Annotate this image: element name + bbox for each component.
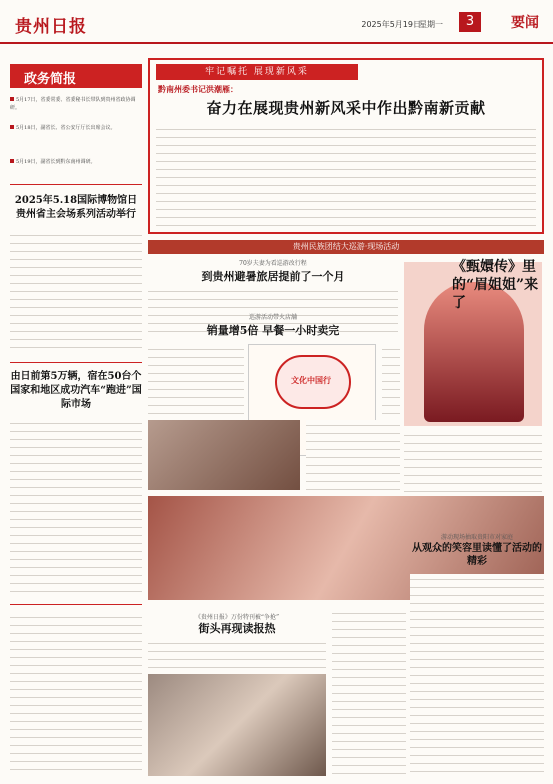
article-headline: 街头再现读报热 [198,622,276,635]
brief-item [10,124,142,132]
issue-date: 2025年5月19日 [361,20,421,29]
brief-text: 5月17日，省委常委、省委秘书长带队到贵州省政协调研。 [10,97,136,111]
article-kicker: 巡游活动带火店舖 [248,314,297,321]
lead-body [156,124,536,230]
article-body [10,230,142,354]
article-body [382,344,400,418]
article-headline: 销量增5倍 早餐一小时卖完 [206,324,340,337]
article-headline: 2025年5.18国际博物馆日贵州省主会场系列活动举行 [14,195,138,220]
article-body [410,574,544,776]
lead-story [148,58,544,234]
divider [10,362,142,363]
section-banner: 贵州民族团结大巡游·现场活动 [148,240,544,254]
article-body [148,344,244,418]
bullet-icon [10,97,14,101]
lead-kicker: 牢记嘱托 展现新风采 [156,64,358,80]
divider [10,184,142,185]
left-column [10,64,142,776]
page-number: 3 [459,12,481,32]
brief-header-label: 政务简报 [24,72,77,87]
brief-text: 5月18日，副省长、省公安厅厅长出席会议。 [16,125,116,131]
divider [10,604,142,605]
issue-weekday: 星期一 [419,20,443,29]
article-body [148,638,326,670]
masthead [0,0,553,44]
lead-subtitle: 黔南州委书记洪潮雁： [158,84,238,94]
parade-photo [148,420,300,490]
lead-headline: 奋力在展现贵州新风采中作出黔南新贡献 [206,99,486,117]
article-body [332,608,406,776]
section-title: 要闻 [511,15,539,31]
article-kicker: 游动现场抽取贵阳市对家庭 [440,534,513,541]
article-body [306,420,400,490]
brief-header [10,64,142,88]
logo-text: 文化中国行 [291,375,331,385]
article-body [10,418,142,598]
bullet-icon [10,125,14,129]
article-headline: 从观众的笑容里读懂了活动的精彩 [412,543,542,567]
brief-item [10,96,142,112]
bullet-icon [10,159,14,163]
brief-item [10,158,142,166]
article-body [10,612,142,776]
poster-headline: 《甄嬛传》里的“眉姐姐”来了 [452,259,539,311]
brief-text: 5月19日，副省长到黔东南州调研。 [16,159,96,165]
article-kicker: 《贵州日报》万份特刊被“争抢” [194,614,280,621]
article-headline: 由日前第5万辆，宿在50台个国家和地区成功汽车“跑进”国际市场 [10,371,142,410]
newspaper-name: 贵州日报 [15,17,87,37]
article-kicker: 70岁夫妻为看巡游改行程 [239,260,307,267]
reading-photo [148,674,326,776]
article-headline: 到贵州避暑旅居提前了一个月 [201,270,345,283]
